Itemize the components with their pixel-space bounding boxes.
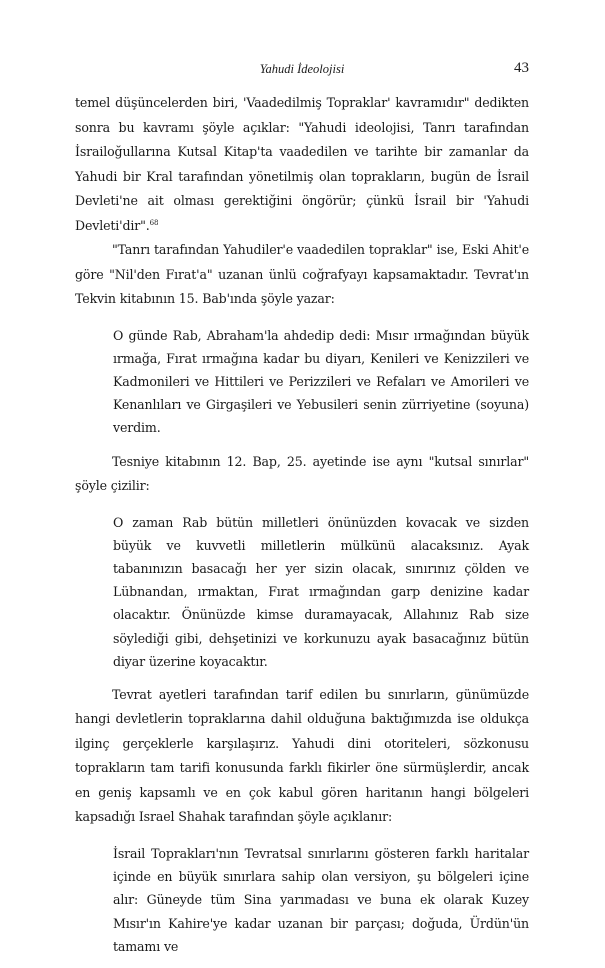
block-quote-tesniye: O zaman Rab bütün milletleri önünüzden kovacak ve sizden büyük ve kuvvetli milletlerin mülkünü alacaksınız. Ayak tabanınızın basacağı her yer sizin olacak, sınırınız çölden ve Lübnandan, ırmaktan, Fırat ırmağından garp denizine kadar olacaktır. Önünüzde kimse duramayacak, Allahınız Rab size söylediği gibi, dehşetinizi ve korkunuzu ayak basacağınız bütün diyar üzerine koyacaktır.	[113, 514, 529, 669]
paragraph: Tevrat ayetleri tarafından tarif edilen bu sınırların, günümüzde hangi devletlerin topraklarına dahil olduğuna baktığımızda ise oldukça ilginç gerçeklerle karşılaşırız. Yahudi dini otoriteleri, sözkonusu toprakların tam tarifi konusunda farklı fikirler öne sürmüşlerdir, ancak en geniş kapsamlı ve en çok kabul gören haritanın hangi bölgeleri kapsadığı Israel Shahak tarafından şöyle açıklanır:	[75, 686, 529, 825]
paragraph-continuation	[75, 91, 529, 238]
running-title: Yahudi İdeolojisi	[259, 62, 345, 76]
footnote-ref[interactable]: 68	[149, 218, 159, 227]
block-quote-shahak: İsrail Toprakları'nın Tevratsal sınırlarını gösteren farklı haritalar içinde en büyük sınırlara sahip olan versiyon, şu bölgeleri içine alır: Güneyde tüm Sina yarımadası ve buna ek olarak Kuzey Mısır'ın Kahire'ye kadar uzanan bir parçası; doğuda, Ürdün'ün tamamı ve	[113, 845, 529, 954]
paragraph: Tesniye kitabının 12. Bap, 25. ayetinde ise aynı "kutsal sınırlar" şöyle çizilir:	[75, 453, 529, 494]
page-header	[75, 60, 529, 80]
page-body	[75, 91, 529, 968]
page-number: 43	[514, 60, 529, 76]
paragraph-text: temel düşüncelerden biri, 'Vaadedilmiş Topraklar' kavramıdır" dedikten sonra bu kavramı şöyle açıklar: "Yahudi ideolojisi, Tanrı tarafından İsrailoğullarına Kutsal Kitap'ta vaadedilen ve tarihte bir zamanlar da Yahudi bir Kral tarafından yönetilmiş olan toprakların, bugün de İsrail Devleti'ne ait olması gerektiğini öngörür; çünkü İsrail bir 'Yahudi Devleti'dir".	[75, 95, 529, 233]
block-quote-tekvin: O günde Rab, Abraham'la ahdedip dedi: Mısır ırmağından büyük ırmağa, Fırat ırmağına kadar bu diyarı, Kenileri ve Kenizzileri ve Kadmonileri ve Hittileri ve Perizzileri ve Refaları ve Amorileri ve Kenanlıları ve Girgaşileri ve Yebusileri senin zürriyetine (soyuna) verdim.	[113, 327, 529, 436]
paragraph: "Tanrı tarafından Yahudiler'e vaadedilen topraklar" ise, Eski Ahit'e göre "Nil'den Fırat'a" uzanan ünlü coğrafyayı kapsamaktadır. Tevrat'ın Tekvin kitabının 15. Bab'ında şöyle yazar:	[75, 242, 529, 306]
